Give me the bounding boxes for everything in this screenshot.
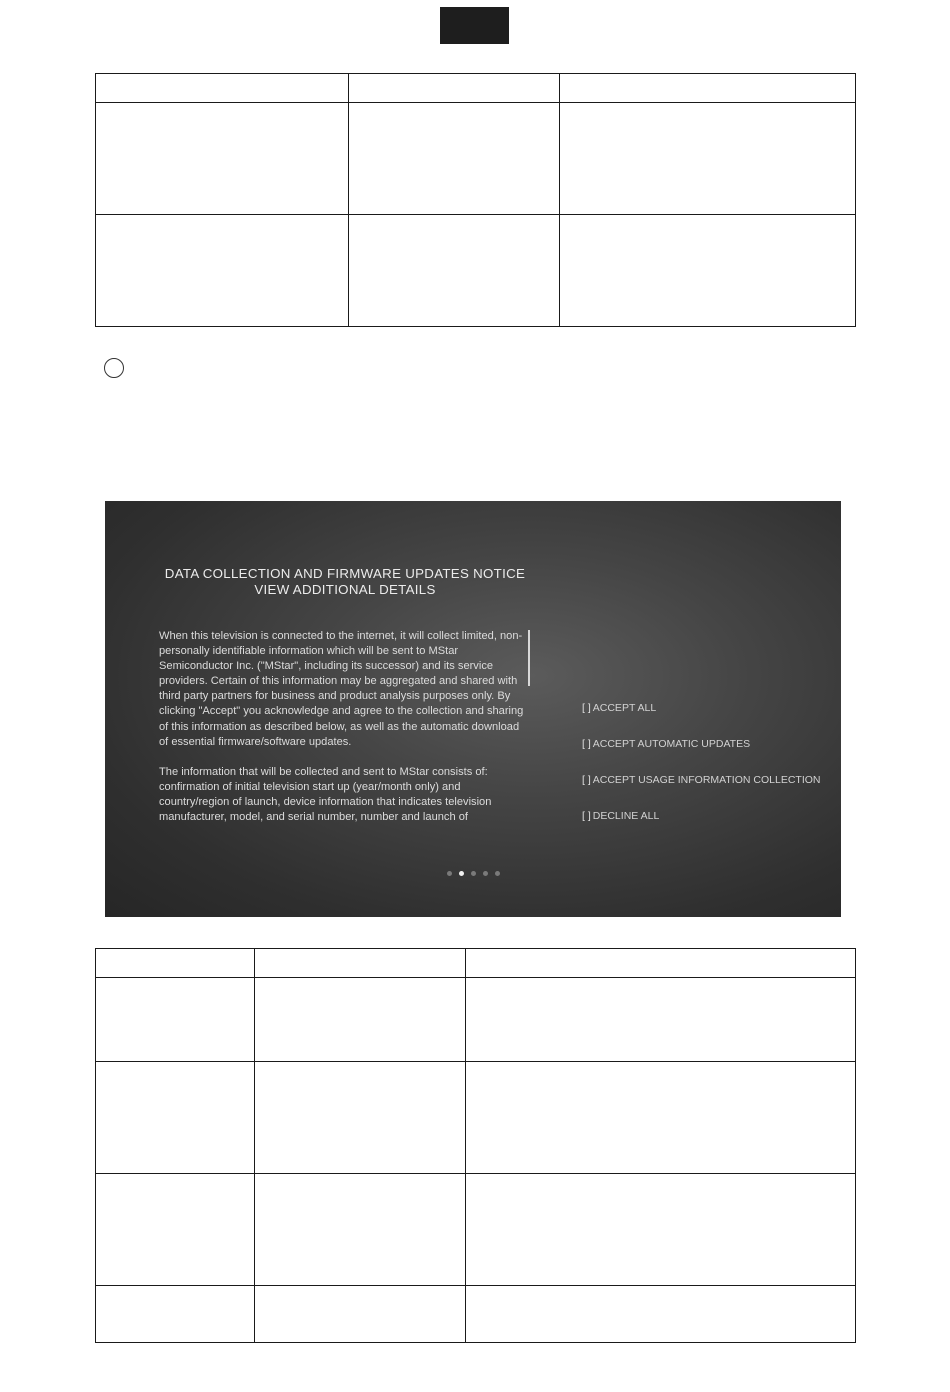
table-cell bbox=[466, 1174, 856, 1286]
checkbox-icon: [ ] bbox=[582, 738, 591, 750]
table-cell bbox=[255, 978, 466, 1062]
option-label: ACCEPT AUTOMATIC UPDATES bbox=[592, 738, 751, 750]
accept-usage-option[interactable] bbox=[582, 774, 832, 810]
table-cell bbox=[349, 103, 560, 215]
table-cell bbox=[349, 215, 560, 327]
table-cell bbox=[96, 1286, 255, 1343]
page-indicator bbox=[447, 871, 500, 876]
accept-all-option[interactable] bbox=[582, 702, 832, 738]
notice-paragraph-2: The information that will be collected and sent to MStar consists of: confirmation of initial television start up (year/month only) and country/region of launch, device information that indicates television manufacturer, model, and serial number, number and launch of bbox=[159, 765, 492, 824]
page-tab-marker bbox=[440, 7, 509, 44]
table-header-row bbox=[96, 74, 856, 103]
notice-paragraph-1: When this television is connected to the internet, it will collect limited, non-personally identifiable information which will be sent to MStar Semiconductor Inc. ("MStar", including its successor) and its service providers. Certain of this information may be aggregated and shared with third party partners for business and product analysis purposes only. By clicking "Accept" you acknowledge and agree to the collection and sharing of this information as described below, as well as the automatic download of essential firmware/software updates. bbox=[159, 630, 524, 748]
table-cell bbox=[560, 215, 856, 327]
scrollbar-thumb[interactable] bbox=[528, 630, 530, 686]
top-table bbox=[95, 73, 856, 327]
checkbox-icon: [ ] bbox=[582, 774, 591, 786]
page-dot-active[interactable] bbox=[459, 871, 464, 876]
notice-body bbox=[159, 629, 531, 839]
table-row bbox=[96, 1174, 856, 1286]
accept-updates-option[interactable] bbox=[582, 738, 832, 774]
table-row bbox=[96, 1286, 856, 1343]
tv-screen-image bbox=[105, 501, 841, 917]
table-cell bbox=[466, 1062, 856, 1174]
checkbox-icon: [ ] bbox=[582, 702, 591, 714]
table-cell bbox=[466, 1286, 856, 1343]
table-cell bbox=[96, 1062, 255, 1174]
table-cell bbox=[96, 978, 255, 1062]
table-cell bbox=[96, 74, 349, 103]
table-cell bbox=[560, 74, 856, 103]
table-cell bbox=[466, 949, 856, 978]
table-cell bbox=[255, 949, 466, 978]
table-row bbox=[96, 215, 856, 327]
decline-all-option[interactable] bbox=[582, 810, 832, 846]
table-cell bbox=[255, 1062, 466, 1174]
option-label: ACCEPT USAGE INFORMATION COLLECTION bbox=[592, 774, 821, 786]
page-dot[interactable] bbox=[495, 871, 500, 876]
page-dot[interactable] bbox=[447, 871, 452, 876]
option-label: ACCEPT ALL bbox=[592, 702, 657, 714]
table-cell bbox=[96, 215, 349, 327]
notice-title-block bbox=[145, 566, 545, 598]
option-label: DECLINE ALL bbox=[592, 810, 660, 822]
table-cell bbox=[96, 103, 349, 215]
view-details-link[interactable]: VIEW ADDITIONAL DETAILS bbox=[254, 582, 436, 597]
table-row bbox=[96, 978, 856, 1062]
table-row bbox=[96, 1062, 856, 1174]
table-cell bbox=[560, 103, 856, 215]
page-dot[interactable] bbox=[483, 871, 488, 876]
table-cell bbox=[96, 949, 255, 978]
step-circle-marker bbox=[104, 358, 124, 378]
checkbox-icon: [ ] bbox=[582, 810, 591, 822]
table-cell bbox=[255, 1174, 466, 1286]
table-cell bbox=[96, 1174, 255, 1286]
bottom-table bbox=[95, 948, 856, 1343]
table-cell bbox=[349, 74, 560, 103]
options-list bbox=[582, 702, 832, 846]
table-row bbox=[96, 103, 856, 215]
table-cell bbox=[255, 1286, 466, 1343]
page-dot[interactable] bbox=[471, 871, 476, 876]
table-cell bbox=[466, 978, 856, 1062]
notice-title: DATA COLLECTION AND FIRMWARE UPDATES NOTICE bbox=[164, 566, 526, 581]
table-header-row bbox=[96, 949, 856, 978]
